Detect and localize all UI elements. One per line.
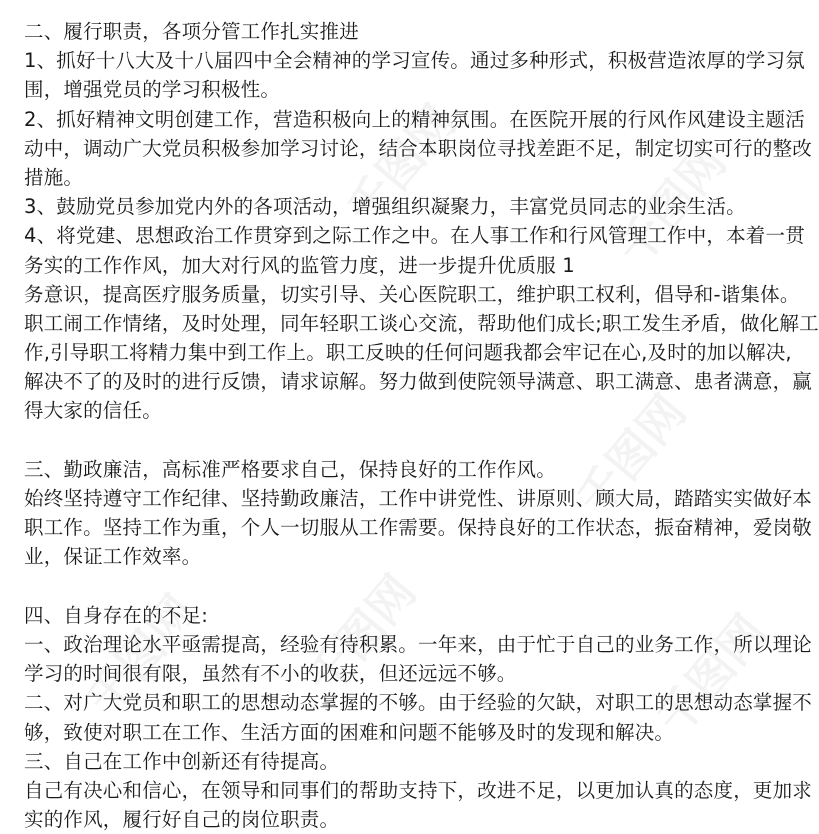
paragraph-line: 2、抓好精神文明创建工作，营造积极向上的精神氛围。在医院开展的行风作风建设主题活 (24, 107, 805, 131)
paragraph-line: 职工作。坚持工作为重，个人一切服从工作需要。保持良好的工作状态，振奋精神，爱岗敬 (24, 516, 813, 540)
paragraph-line: 3、鼓励党员参加党内外的各项活动，增强组织凝聚力，丰富党员同志的业余生活。 (24, 195, 746, 219)
paragraph-line: 措施。 (24, 165, 84, 189)
blank-line (24, 572, 784, 601)
paragraph-line: 业，保证工作效率。 (24, 545, 202, 569)
paragraph-line: 实的作风，履行好自己的岗位职责。 (24, 808, 340, 832)
paragraph-line: 务实的工作作风，加大对行风的监管力度，进一步提升优质服 1 (24, 253, 575, 277)
section-heading-3: 三、勤政廉洁，高标准严格要求自己，保持良好的工作作风。 (24, 457, 556, 481)
paragraph-line: 学习的时间很有限，虽然有不小的收获，但还远远不够。 (24, 662, 517, 686)
paragraph-line: 动中，调动广大党员积极参加学习讨论，结合本职岗位寻找差距不足，制定切实可行的整改 (24, 136, 813, 160)
paragraph-line: 作,引导职工将精力集中到工作上。职工反映的任何问题我都会牢记在心,及时的加以解决, (24, 341, 792, 365)
paragraph-line: 自己有决心和信心，在领导和同事们的帮助支持下，改进不足，以更加认真的态度，更加求 (24, 778, 813, 802)
paragraph-line: 二、对广大党员和职工的思想动态掌握的不够。由于经验的欠缺，对职工的思想动态掌握不 (24, 691, 813, 715)
paragraph-line: 得大家的信任。 (24, 399, 162, 423)
blank-line (24, 426, 784, 455)
paragraph-line: 一、政治理论水平亟需提高，经验有待积累。一年来，由于忙于自己的业务工作，所以理论 (24, 632, 813, 656)
paragraph-line: 务意识，提高医疗服务质量，切实引导、关心医院职工，维护职工权利，倡导和-谐集体。 (24, 282, 800, 306)
section-heading-2: 二、履行职责，各项分管工作扎实推进 (24, 20, 359, 43)
paragraph-line: 职工闹工作情绪，及时处理，同年轻职工谈心交流，帮助他们成长;职工发生矛盾，做化解工 (24, 311, 819, 335)
paragraph-line: 三、自己在工作中创新还有待提高。 (24, 749, 340, 773)
paragraph-line: 4、将党建、思想政治工作贯穿到之际工作之中。在人事工作和行风管理工作中，本着一贯 (24, 224, 805, 248)
paragraph-line: 够，致使对职工在工作、生活方面的困难和问题不能够及时的发现和解决。 (24, 720, 675, 744)
paragraph-line: 围，增强党员的学习积极性。 (24, 78, 281, 102)
paragraph-line: 解决不了的及时的进行反馈，请求谅解。努力做到使院领导满意、职工满意、患者满意，赢 (24, 370, 813, 394)
paragraph-line: 1、抓好十八大及十八届四中全会精神的学习宣传。通过多种形式，积极营造浓厚的学习氛 (24, 49, 805, 73)
document-body (24, 17, 819, 834)
paragraph-line: 始终坚持遵守工作纪律、坚持勤政廉洁，工作中讲党性、讲原则、顾大局，踏踏实实做好本 (24, 487, 813, 510)
section-heading-4: 四、自身存在的不足: (24, 603, 209, 627)
